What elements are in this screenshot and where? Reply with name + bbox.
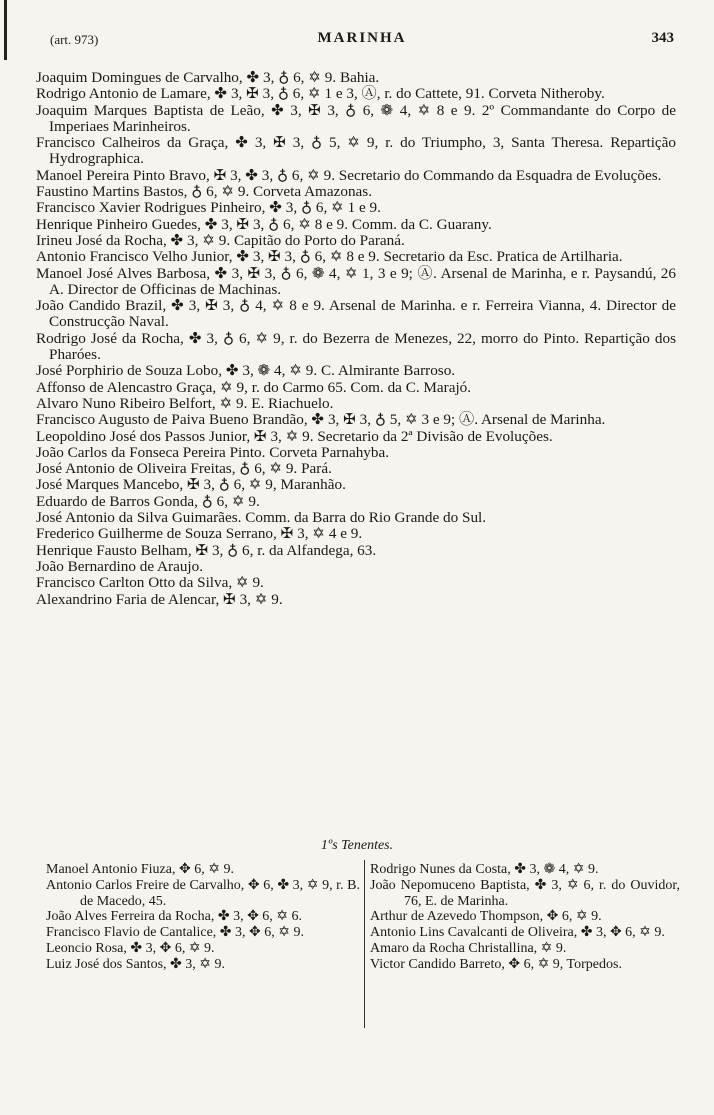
list-item: Joaquim Marques Baptista de Leão, ✤ 3, ✠ 3, ♁ 6, ❁ 4, ✡ 8 e 9. 2º Commandante do Corpo de Imperiaes Marinheiros. xyxy=(36,101,676,135)
list-item: José Antonio de Oliveira Freitas, ♁ 6, ✡ 9. Pará. xyxy=(36,460,332,478)
list-item: Rodrigo José da Rocha, ✤ 3, ♁ 6, ✡ 9, r. do Bezerra de Menezes, 22, morro do Pinto. Repartição dos Pharóes. xyxy=(36,329,676,364)
list-item: Amaro da Rocha Christallina, ✡ 9. xyxy=(370,940,567,956)
list-item: Alexandrino Faria de Alencar, ✠ 3, ✡ 9. xyxy=(36,590,283,608)
article-ref: (art. 973) xyxy=(50,32,99,47)
list-item: Rodrigo Nunes da Costa, ✤ 3, ❁ 4, ✡ 9. xyxy=(370,862,599,877)
list-item: Frederico Guilherme de Souza Serrano, ✠ 3, ✡ 4 e 9. xyxy=(36,525,363,543)
list-item: Rodrigo Antonio de Lamare, ✤ 3, ✠ 3, ♁ 6, ✡ 1 e 3, Ⓐ, r. do Cattete, 91. Corveta Nitheroby. xyxy=(36,85,605,103)
list-item: Antonio Lins Cavalcanti de Oliveira, ✤ 3, ✥ 6, ✡ 9. xyxy=(370,925,665,941)
list-item: Francisco Carlton Otto da Silva, ✡ 9. xyxy=(36,574,264,592)
list-item: Leopoldino José dos Passos Junior, ✠ 3, ✡ 9. Secretario da 2ª Divisão de Evoluções. xyxy=(36,427,553,445)
column-divider xyxy=(364,860,365,1028)
list-item: Joaquim Domingues de Carvalho, ✤ 3, ♁ 6, ✡ 9. Bahia. xyxy=(36,69,380,86)
list-item: Francisco Calheiros da Graça, ✤ 3, ✠ 3, ♁ 5, ✡ 9, r. do Triumpho, 3, Santa Theresa. Repartição Hydrographica. xyxy=(36,134,676,168)
list-item: João Nepomuceno Baptista, ✤ 3, ✡ 6, r. do Ouvidor, 76, E. de Marinha. xyxy=(370,877,680,909)
list-item: Faustino Martins Bastos, ♁ 6, ✡ 9. Corveta Amazonas. xyxy=(36,183,372,201)
page-header xyxy=(50,30,674,50)
list-item: Francisco Flavio de Cantalice, ✤ 3, ✥ 6, ✡ 9. xyxy=(46,925,304,941)
list-item: José Antonio da Silva Guimarães. Comm. da Barra do Rio Grande do Sul. xyxy=(36,509,487,527)
list-item: Francisco Xavier Rodrigues Pinheiro, ✤ 3, ♁ 6, ✡ 1 e 9. xyxy=(36,199,381,217)
list-item: Francisco Augusto de Paiva Bueno Brandão, ✤ 3, ✠ 3, ♁ 5, ✡ 3 e 9; Ⓐ. Arsenal de Marinha. xyxy=(36,411,606,429)
list-item: Arthur de Azevedo Thompson, ✥ 6, ✡ 9. xyxy=(370,909,602,925)
list-item: Victor Candido Barreto, ✥ 6, ✡ 9, Torpedos. xyxy=(370,956,622,972)
section-heading: 1ºs Tenentes. xyxy=(320,838,394,853)
officer-list xyxy=(36,70,676,608)
list-item: Henrique Pinheiro Guedes, ✤ 3, ✠ 3, ♁ 6, ✡ 8 e 9. Comm. da C. Guarany. xyxy=(36,215,492,233)
list-item: Luiz José dos Santos, ✤ 3, ✡ 9. xyxy=(46,956,226,972)
list-item: João Carlos da Fonseca Pereira Pinto. Corveta Parnahyba. xyxy=(36,443,390,461)
list-item: Eduardo de Barros Gonda, ♁ 6, ✡ 9. xyxy=(36,492,260,510)
page-number: 343 xyxy=(651,30,674,46)
list-item: Alvaro Nuno Ribeiro Belfort, ✡ 9. E. Riachuelo. xyxy=(36,394,334,412)
list-item: Manoel Pereira Pinto Bravo, ✠ 3, ✤ 3, ♁ 6, ✡ 9. Secretario do Commando da Esquadra de Evoluções. xyxy=(36,166,662,184)
list-item: Affonso de Alencastro Graça, ✡ 9, r. do Carmo 65. Com. da C. Marajó. xyxy=(36,378,472,396)
list-item: Antonio Carlos Freire de Carvalho, ✥ 6, ✤ 3, ✡ 9, r. B. de Macedo, 45. xyxy=(46,877,360,909)
list-item: José Porphirio de Souza Lobo, ✤ 3, ❁ 4, ✡ 9. C. Almirante Barroso. xyxy=(36,362,456,380)
list-item: João Candido Brazil, ✤ 3, ✠ 3, ♁ 4, ✡ 8 e 9. Arsenal de Marinha. e r. Ferreira Vianna, 4. Director de Construcção Naval. xyxy=(36,297,676,331)
page-edge-rule xyxy=(4,0,7,60)
page-title: MARINHA xyxy=(317,30,407,46)
list-item: Manoel Antonio Fiuza, ✥ 6, ✡ 9. xyxy=(46,862,234,877)
left-column xyxy=(46,862,360,973)
list-item: Manoel José Alves Barbosa, ✤ 3, ✠ 3, ♁ 6, ❁ 4, ✡ 1, 3 e 9; Ⓐ. Arsenal de Marinha, e r. Paysandú, 26 A. Director de Officinas de Machinas. xyxy=(36,264,676,298)
list-item: Antonio Francisco Velho Junior, ✤ 3, ✠ 3, ♁ 6, ✡ 8 e 9. Secretario da Esc. Pratica de Artilharia. xyxy=(36,248,623,266)
list-item: Leoncio Rosa, ✤ 3, ✥ 6, ✡ 9. xyxy=(46,940,215,956)
list-item: José Marques Mancebo, ✠ 3, ♁ 6, ✡ 9, Maranhão. xyxy=(36,476,346,494)
list-item: Henrique Fausto Belham, ✠ 3, ♁ 6, r. da Alfandega, 63. xyxy=(36,541,377,559)
list-item: João Alves Ferreira da Rocha, ✤ 3, ✥ 6, ✡ 6. xyxy=(46,909,303,925)
list-item: João Bernardino de Araujo. xyxy=(36,557,204,575)
right-column xyxy=(370,862,680,973)
list-item: Irineu José da Rocha, ✤ 3, ✡ 9. Capitão do Porto do Paraná. xyxy=(36,231,405,249)
